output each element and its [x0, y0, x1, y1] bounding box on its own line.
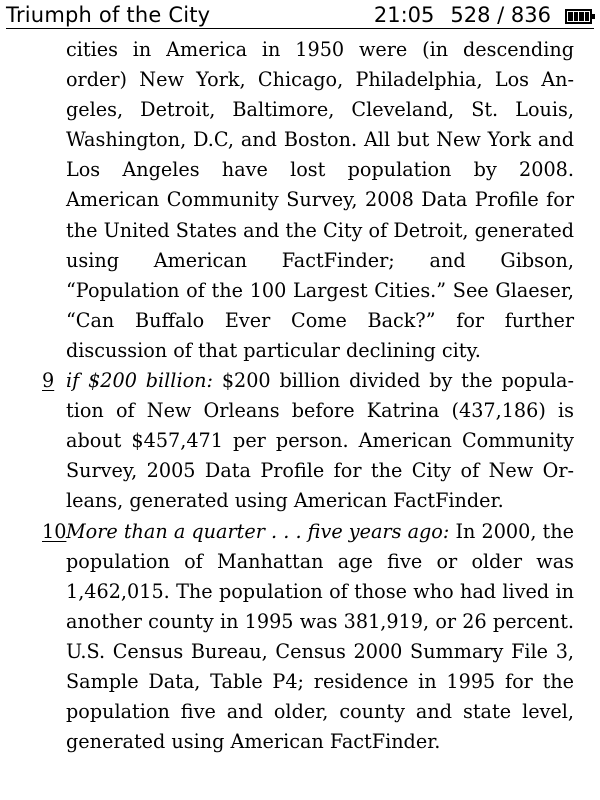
status-divider: [6, 28, 594, 29]
page-position: 528 / 836: [450, 3, 551, 27]
note-text: In 2000, the population of Manhattan age five or older was 1,462,015. The population of those who had lived in another county in 1995 was 381,919, or 26 percent. U.S. Census Bureau, Census 2000 Summary File 3, Sample Data, Table P4; residence in 1995 for the population five and older, county and state level, generated using American FactFinder.: [66, 519, 574, 754]
status-bar: [0, 0, 600, 32]
note-phrase: More than a quarter . . . five years ago:: [66, 519, 450, 543]
page-content: [0, 35, 600, 757]
note-continuation: [0, 35, 600, 366]
battery-icon: [565, 9, 592, 24]
book-title: Triumph of the City: [6, 3, 211, 27]
note-9: [0, 366, 600, 516]
note-number-link[interactable]: 10: [42, 519, 67, 543]
note-text: cities in America in 1950 were (in descending order) New York, Chicago, Philadelphia, Los Angeles, Detroit, Baltimore, Cleveland, St. Louis, Washington, D.C, and Boston. All but New York and Los Angeles have lost population by 2008. American Community Survey, 2008 Data Profile for the United States and the City of Detroit, generated using American FactFinder; and Gibson, “Population of the 100 Largest Cities.” See Glaeser, “Can Buffalo Ever Come Back?” for further discussion of that particular declining city.: [66, 38, 574, 362]
status-right: [374, 3, 592, 27]
note-10: [0, 517, 600, 758]
clock: 21:05: [373, 3, 435, 27]
note-number-link[interactable]: 9: [42, 369, 55, 393]
note-text: $200 billion divided by the population of New Orleans before Katrina (437,186) is about $457,471 per person. American Community Survey, 2005 Data Profile for the City of New Orleans, generated using American FactFinder.: [66, 369, 574, 513]
note-phrase: if $200 billion:: [66, 369, 213, 393]
